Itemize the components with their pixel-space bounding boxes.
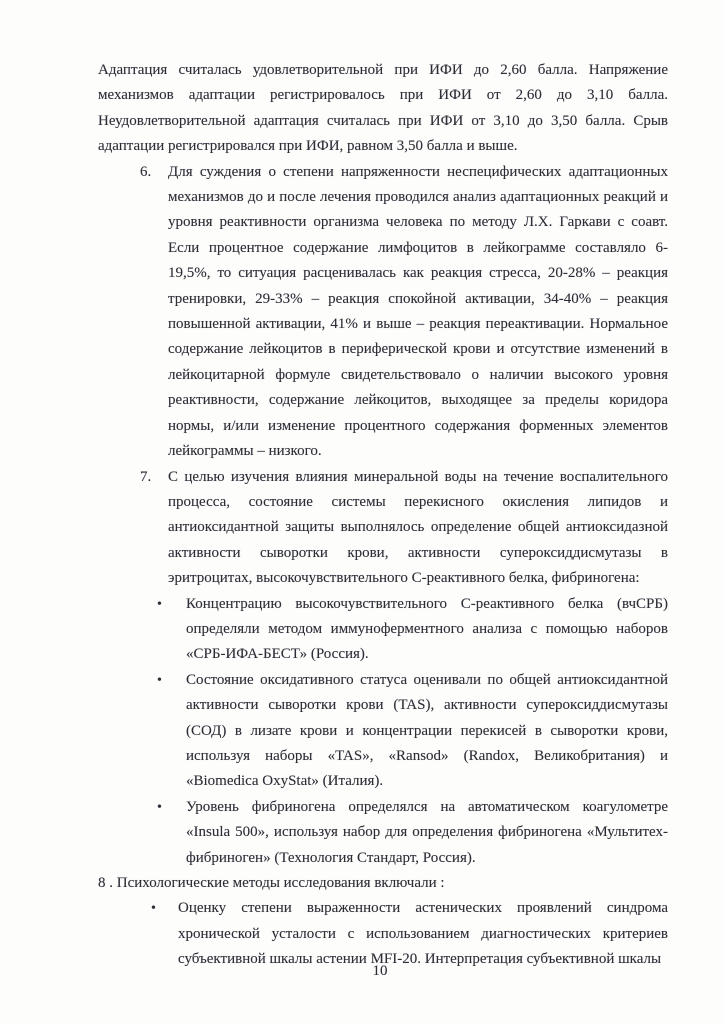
item-7-number: 7. (140, 468, 152, 485)
bullet-icon: • (151, 901, 156, 917)
item-6-number: 6. (140, 163, 152, 180)
bullet-item-oxidative-status (98, 668, 668, 795)
item-8-heading: 8 . Психологические методы исследования включали : (98, 875, 445, 891)
bullet-text-oxidative-status: Состояние оксидативного статуса оценивали по общей антиоксидантной активности сыворотки крови (TAS), активности супероксиддисмутазы (СОД) в лизате крови и концентрации перекисей в сыворотки крови, используя наборы «TAS», «Ransod» (Randox, Великобритания) и «Biomedica OxyStat» (Италия). (186, 671, 668, 790)
numbered-item-6 (98, 160, 668, 465)
page-number: 10 (372, 962, 388, 979)
item-6-text: Для суждения о степени напряженности неспецифических адаптационных механизмов до и после лечения проводился анализ адаптационных реакций и уровня реактивности организма человека по методу Л.Х. Гаркави с соавт. Если процентное содержание лимфоцитов в лейкограмме составляло 6-19,5%, то ситуация расценивалась как реакция стресса, 20-28% – реакция тренировки, 29-33% – реакция спокойной активации, 34-40% – реакция повышенной активации, 41% и выше – реакция переактивации. Нормальное содержание лейкоцитов в периферической крови и отсутствие изменений в лейкоцитарной формуле свидетельствовало о наличии высокого уровня реактивности, содержание лейкоцитов, выходящее за пределы коридора нормы, и/или изменение процентного содержания форменных элементов лейкограммы – низкого. (168, 163, 668, 460)
bullet-item-fibrinogen (98, 795, 668, 871)
bullet-icon: • (157, 672, 162, 688)
bullet-item-crp-assay (98, 592, 668, 668)
intro-paragraph: Адаптация считалась удовлетворительной при ИФИ до 2,60 балла. Напряжение механизмов адаптации регистрировалось при ИФИ от 2,60 до 3,10 балла. Неудовлетворительной адаптация считалась при ИФИ от 3,10 до 3,50 балла. Срыв адаптации регистрировался при ИФИ, равном 3,50 балла и выше. (98, 62, 668, 155)
item-7-text: С целью изучения влияния минеральной воды на течение воспалительного процесса, состояние системы перекисного окисления липидов и антиоксидантной защиты выполнялось определение общей антиоксидазной активности сыворотки крови, активности супероксиддисмутазы в эритроцитах, высокочувствительного С-реактивного белка, фибриногена: (168, 468, 668, 587)
bullet-text-fibrinogen: Уровень фибриногена определялся на автоматическом коагулометре «Insula 500», используя набор для определения фибриногена «Мультитех-фибриноген» (Технология Стандарт, Россия). (186, 798, 668, 866)
bullet-text-crp-assay: Концентрацию высокочувствительного С-реактивного белка (вчСРБ) определяли методом иммуноферментного анализа с помощью наборов «СРБ-ИФА-БЕСТ» (Россия). (186, 595, 668, 663)
numbered-item-7 (98, 465, 668, 592)
bullet-icon: • (157, 596, 162, 612)
bullet-text-asthenia-scale: Оценку степени выраженности астенических проявлений синдрома хронической усталости с использованием диагностических критериев субъективной шкалы астении MFI-20. Интерпретация субъективной шкалы (178, 900, 668, 968)
bullet-icon: • (157, 799, 162, 815)
